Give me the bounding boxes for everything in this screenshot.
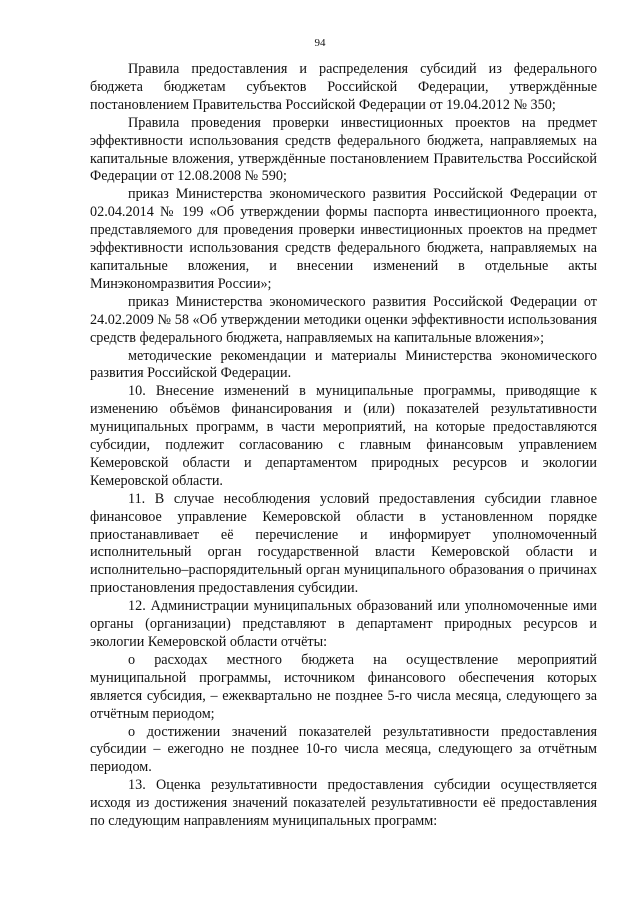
paragraph-item-12: 12. Администрации муниципальных образований или уполномоченные ими органы (организации) представляют в департамент природных ресурсов и экологии Кемеровской области отчёты: [90,598,597,650]
paragraph-item-10: 10. Внесение изменений в муниципальные программы, приводящие к изменению объёмов финансирования и (или) показателей результативности муниципальных программ, в части мероприятий, на которые предоставляются субсидии, подлежит согласованию с главным финансовым управлением Кемеровской области и департаментом природных ресурсов и экологии Кемеровской области. [90,383,597,489]
page-number: 94 [314,37,326,49]
paragraph-methodical-recommendations: методические рекомендации и материалы Министерства экономического развития Российской Федерации. [90,347,597,382]
document-body [90,61,597,831]
paragraph-investment-check-rules: Правила проведения проверки инвестиционных проектов на предмет эффективности использования средств федерального бюджета, направляемых на капитальные вложения, утверждённые постановлением Правительства Российской Федерации от 12.08.2008 № 590; [90,114,597,185]
paragraph-item-11: 11. В случае несоблюдения условий предоставления субсидии главное финансовое управление Кемеровской области в установленном порядке приостанавливает её перечисление и информирует уполномоченный исполнительный орган государственной власти Кемеровской области и исполнительно–распорядительный орган муниципального образования о причинах приостановления предоставления субсидии. [90,490,597,597]
paragraph-performance-report: о достижении значений показателей результативности предоставления субсидии – ежегодно не позднее 10-го числа месяца, следующего за отчётным периодом. [90,723,597,776]
paragraph-order-199: приказ Министерства экономического развития Российской Федерации от 02.04.2014 № 199 «Об утверждении формы паспорта инвестиционного проекта, представляемого для проведения проверки инвестиционных проектов на предмет эффективности использования средств федерального бюджета, направляемых на капитальные вложения, и внесении изменений в отдельные акты Минэкономразвития России»; [90,186,597,292]
paragraph-subsidy-rules: Правила предоставления и распределения субсидий из федерального бюджета бюджетам субъектов Российской Федерации, утверждённые постановлением Правительства Российской Федерации от 19.04.2012 № 350; [90,61,597,113]
paragraph-expense-report: о расходах местного бюджета на осуществление мероприятий муниципальной программы, источником финансового обеспечения которых является субсидия, – ежеквартально не позднее 5-го числа месяца, следующего за отчётным периодом; [90,651,597,722]
paragraph-item-13: 13. Оценка результативности предоставления субсидии осуществляется исходя из достижения значений показателей результативности её предоставления по следующим направлениям муниципальных программ: [90,777,597,830]
paragraph-order-58: приказ Министерства экономического развития Российской Федерации от 24.02.2009 № 58 «Об утверждении методики оценки эффективности использования средств федерального бюджета, направляемых на капитальные вложения»; [90,293,597,346]
